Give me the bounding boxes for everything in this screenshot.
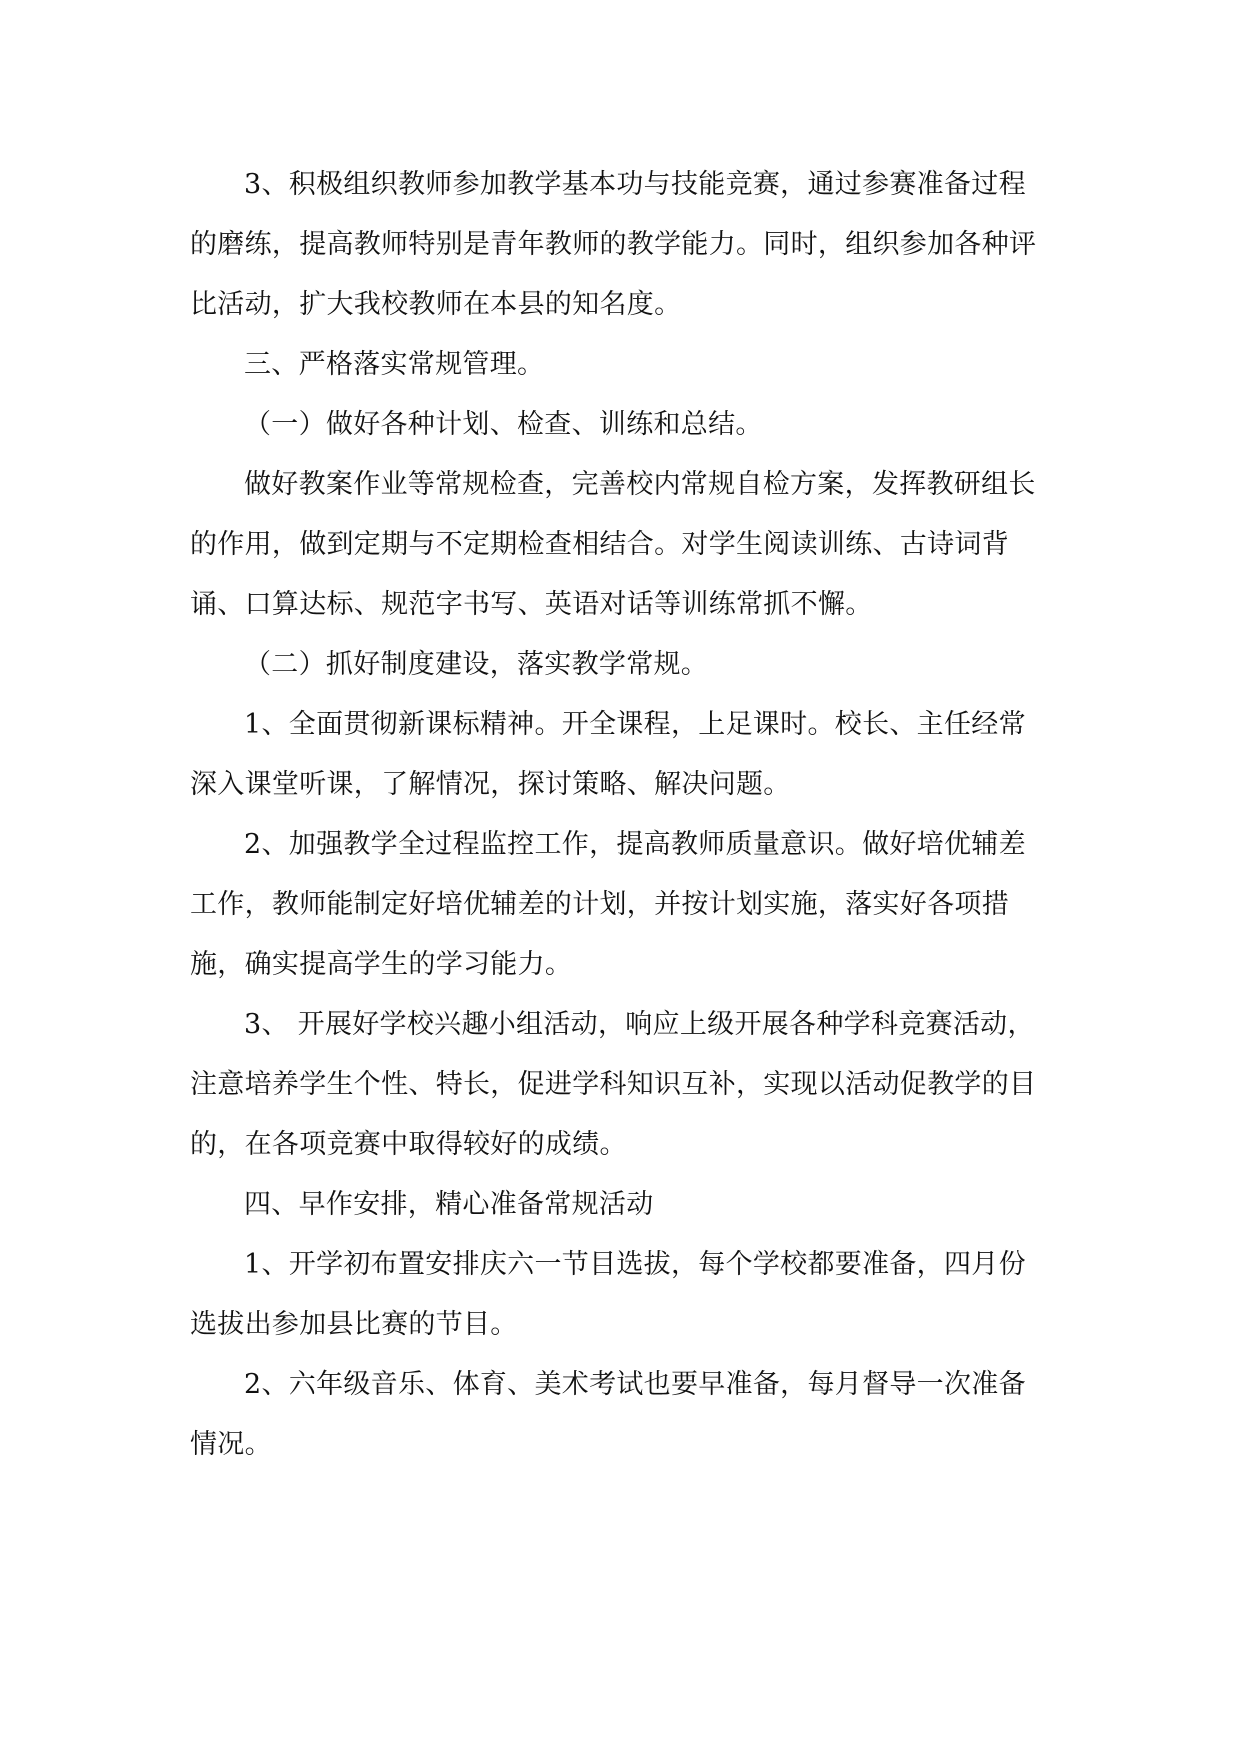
section-heading-early-arrangements: 四、早作安排，精心准备常规活动	[244, 1189, 654, 1220]
section-heading-routine-management: 三、严格落实常规管理。	[244, 349, 545, 380]
paragraph-monitoring: 2、加强教学全过程监控工作，提高教师质量意识。做好培优辅差工作，教师能制定好培优辅差的计划，并按计划实施，落实好各项措施，确实提高学生的学习能力。	[190, 829, 1026, 980]
paragraph-routine-checks: 做好教案作业等常规检查，完善校内常规自检方案，发挥教研组长的作用，做到定期与不定期检查相结合。对学生阅读训练、古诗词背诵、口算达标、规范字书写、英语对话等训练常抓不懈。	[190, 469, 1036, 620]
paragraph-interest-groups: 3、 开展好学校兴趣小组活动，响应上级开展各种学科竞赛活动，注意培养学生个性、特长，促进学科知识互补，实现以活动促教学的目的，在各项竞赛中取得较好的成绩。	[190, 1009, 1037, 1160]
subheading-plans-checks: （一）做好各种计划、检查、训练和总结。	[244, 409, 763, 440]
paragraph-curriculum: 1、全面贯彻新课标精神。开全课程，上足课时。校长、主任经常深入课堂听课，了解情况，探讨策略、解决问题。	[190, 709, 1026, 800]
document-body	[190, 155, 1050, 1475]
subheading-system-building: （二）抓好制度建设，落实教学常规。	[244, 649, 709, 680]
paragraph-competition: 3、积极组织教师参加教学基本功与技能竞赛，通过参赛准备过程的磨练，提高教师特别是青年教师的教学能力。同时，组织参加各种评比活动，扩大我校教师在本县的知名度。	[190, 169, 1037, 320]
paragraph-grade-six-exams: 2、六年级音乐、体育、美术考试也要早准备，每月督导一次准备情况。	[190, 1369, 1026, 1460]
paragraph-childrens-day: 1、开学初布置安排庆六一节目选拔，每个学校都要准备，四月份选拔出参加县比赛的节目。	[190, 1249, 1026, 1340]
